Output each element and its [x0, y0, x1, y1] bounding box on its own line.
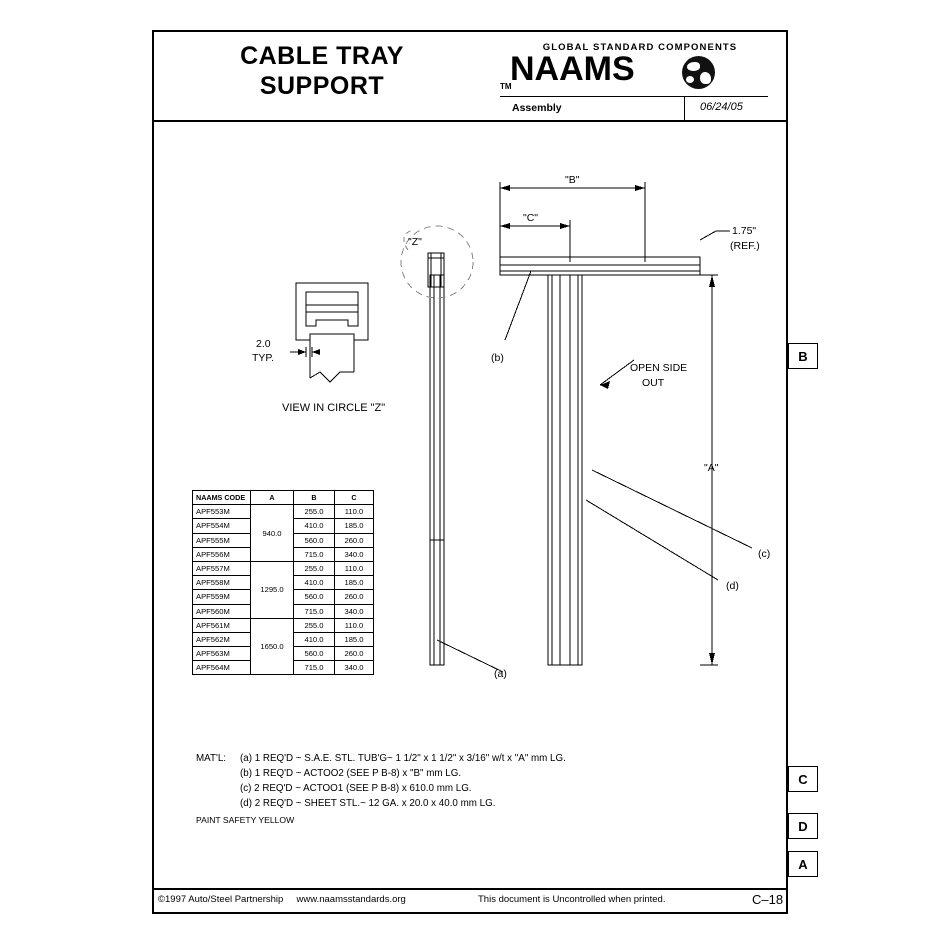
material-list-label: MAT'L:: [196, 753, 226, 764]
table-cell-code: APF560M: [193, 604, 251, 618]
table-cell-code: APF554M: [193, 519, 251, 533]
sheet-number: C–18: [752, 892, 784, 907]
table-cell-code: APF553M: [193, 505, 251, 519]
table-cell-b: 715.0: [294, 547, 335, 561]
callout-d: (d): [726, 580, 739, 592]
table-cell-code: APF563M: [193, 647, 251, 661]
dimension-a-label: "A": [704, 462, 719, 474]
table-cell-a: 1650.0: [251, 618, 294, 675]
page-title-line2: SUPPORT: [259, 71, 385, 100]
zone-tab-d[interactable]: D: [788, 813, 818, 839]
table-row: [193, 618, 374, 632]
table-cell-c: 110.0: [335, 618, 374, 632]
ref-dimension-value: 1.75": [732, 225, 757, 237]
table-header-c: C: [335, 491, 374, 505]
callout-c: (c): [758, 548, 771, 560]
table-cell-c: 260.0: [335, 533, 374, 547]
table-cell-c: 185.0: [335, 519, 374, 533]
material-list-item: (d) 2 REQ'D ~ SHEET STL.~ 12 GA. x 20.0 x 40.0 mm LG.: [240, 797, 496, 809]
table-cell-b: 255.0: [294, 505, 335, 519]
page-title-line1: CABLE TRAY: [240, 42, 404, 70]
table-cell-code: APF559M: [193, 590, 251, 604]
table-row: [193, 561, 374, 575]
table-cell-c: 110.0: [335, 561, 374, 575]
table-header-b: B: [294, 491, 335, 505]
typ-dimension-note: TYP.: [252, 352, 274, 364]
brand-name: NAAMS: [510, 50, 635, 88]
typ-dimension-value: 2.0: [256, 338, 271, 350]
open-side-note-line2: OUT: [642, 377, 665, 389]
callout-a: (a): [494, 668, 507, 680]
open-side-note-line1: OPEN SIDE: [630, 362, 688, 374]
table-cell-b: 410.0: [294, 519, 335, 533]
parts-table: [192, 490, 374, 675]
footer-notice: This document is Uncontrolled when printed.: [478, 894, 666, 905]
table-cell-b: 410.0: [294, 576, 335, 590]
table-cell-code: APF556M: [193, 547, 251, 561]
section-view-title: VIEW IN CIRCLE "Z": [282, 402, 386, 414]
table-cell-b: 410.0: [294, 632, 335, 646]
table-cell-c: 185.0: [335, 576, 374, 590]
table-cell-b: 560.0: [294, 647, 335, 661]
material-list-item: (a) 1 REQ'D ~ S.A.E. STL. TUB'G~ 1 1/2" x 1 1/2" x 3/16" w/t x "A" mm LG.: [240, 753, 566, 764]
table-cell-c: 260.0: [335, 590, 374, 604]
table-cell-c: 340.0: [335, 661, 374, 675]
table-header-a: A: [251, 491, 294, 505]
table-cell-b: 715.0: [294, 604, 335, 618]
table-cell-code: APF557M: [193, 561, 251, 575]
table-cell-code: APF562M: [193, 632, 251, 646]
trademark-mark: TM: [500, 82, 512, 91]
table-cell-c: 185.0: [335, 632, 374, 646]
material-list-item: (c) 2 REQ'D ~ ACTOO1 (SEE P B-8) x 610.0 mm LG.: [240, 782, 472, 794]
zone-tab-c[interactable]: C: [788, 766, 818, 792]
table-cell-code: APF555M: [193, 533, 251, 547]
table-cell-code: APF561M: [193, 618, 251, 632]
dimension-c-label: "C": [523, 212, 539, 224]
table-cell-c: 110.0: [335, 505, 374, 519]
zone-tab-b[interactable]: B: [788, 343, 818, 369]
dimension-b-label: "B": [565, 174, 580, 186]
brand-tagline: GLOBAL STANDARD COMPONENTS: [542, 42, 738, 53]
table-cell-b: 560.0: [294, 533, 335, 547]
revision-date: 06/24/05: [700, 101, 743, 113]
ref-dimension-note: (REF.): [730, 240, 760, 252]
table-cell-b: 255.0: [294, 618, 335, 632]
table-header-code: NAAMS CODE: [193, 491, 251, 505]
table-cell-b: 715.0: [294, 661, 335, 675]
table-cell-a: 1295.0: [251, 561, 294, 618]
table-cell-c: 340.0: [335, 547, 374, 561]
table-cell-code: APF558M: [193, 576, 251, 590]
material-list: [196, 752, 566, 812]
drawing-type: Assembly: [512, 102, 562, 114]
zone-tab-a[interactable]: A: [788, 851, 818, 877]
table-cell-c: 260.0: [335, 647, 374, 661]
table-row: [193, 505, 374, 519]
table-cell-a: 940.0: [251, 505, 294, 562]
table-cell-b: 560.0: [294, 590, 335, 604]
copyright-text: ©1997 Auto/Steel Partnership: [158, 894, 284, 905]
table-cell-c: 340.0: [335, 604, 374, 618]
table-cell-b: 255.0: [294, 561, 335, 575]
website-link[interactable]: www.naamsstandards.org: [296, 894, 406, 905]
callout-b: (b): [491, 352, 504, 364]
table-header-row: [193, 491, 374, 505]
material-list-item: (b) 1 REQ'D ~ ACTOO2 (SEE P B-8) x "B" mm LG.: [240, 767, 462, 779]
detail-circle-label: "Z": [408, 236, 422, 248]
paint-note: PAINT SAFETY YELLOW: [196, 815, 295, 825]
table-cell-code: APF564M: [193, 661, 251, 675]
